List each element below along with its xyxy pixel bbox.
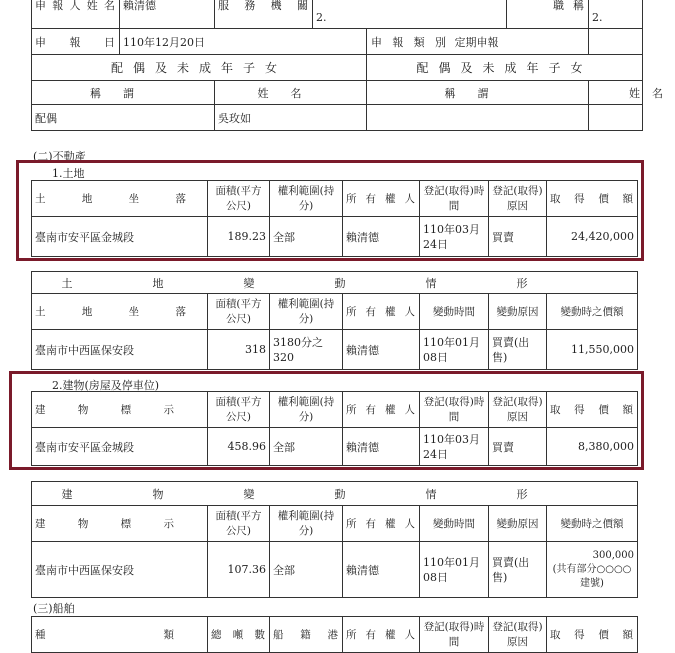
- type-value: 定期申報: [454, 35, 499, 49]
- ship-header-reg-reason: 登記(取得)原因: [489, 617, 547, 653]
- declarant-table: [31, 0, 675, 131]
- building-header-owner: 所有權人: [343, 392, 420, 428]
- land-reg-time: 110年03月24日: [420, 217, 489, 257]
- building-change-reason: 買賣(出售): [489, 542, 547, 598]
- land-owner: 賴清德: [343, 217, 420, 257]
- building-heading: 2.建物(房屋及停車位): [52, 379, 160, 392]
- land-change-title: 土地變動情形: [32, 272, 638, 294]
- building-change-header-time: 變動時間: [420, 506, 489, 542]
- land-change-rights: 3180分之320: [270, 330, 343, 370]
- relation-value: 配偶: [32, 105, 215, 131]
- building-owner: 賴清德: [343, 428, 420, 466]
- land-heading: 1.土地: [52, 167, 85, 180]
- land-change-area: 318: [208, 330, 270, 370]
- building-reg-time: 110年03月24日: [420, 428, 489, 466]
- land-header-location: 土地坐落: [32, 181, 208, 217]
- building-header-reg-reason: 登記(取得)原因: [489, 392, 547, 428]
- declarant-name: 賴清德: [120, 0, 215, 29]
- type-label: 申報類別: [371, 35, 447, 49]
- real-estate-heading: (二)不動產: [33, 150, 86, 163]
- building-change-header-rights: 權利範圍(持分): [270, 506, 343, 542]
- building-header-reg-time: 登記(取得)時間: [420, 392, 489, 428]
- building-change-header-label: 建物標示: [32, 506, 208, 542]
- building-change-header-area: 面積(平方公尺): [208, 506, 270, 542]
- land-change-reason: 買賣(出售): [489, 330, 547, 370]
- building-change-rights: 全部: [270, 542, 343, 598]
- date-label: 申報日: [32, 29, 120, 55]
- building-change-header-owner: 所有權人: [343, 506, 420, 542]
- land-header-rights: 權利範圍(持分): [270, 181, 343, 217]
- land-change-header-area: 面積(平方公尺): [208, 294, 270, 330]
- declarant-label: 申報人姓名: [32, 0, 120, 29]
- land-reg-reason: 買賣: [489, 217, 547, 257]
- building-area: 458.96: [208, 428, 270, 466]
- building-header-area: 面積(平方公尺): [208, 392, 270, 428]
- ship-header-port: 船籍港: [270, 617, 343, 653]
- ship-table: [31, 616, 638, 653]
- ship-header-reg-time: 登記(取得)時間: [420, 617, 489, 653]
- ship-header-price: 取得價額: [547, 617, 638, 653]
- agency-label: 服務機關: [215, 0, 313, 29]
- land-price: 24,420,000: [547, 217, 638, 257]
- land-change-owner: 賴清德: [343, 330, 420, 370]
- relation-label-left: 稱謂: [32, 81, 215, 105]
- table-row: [32, 330, 638, 370]
- land-change-location: 臺南市中西區保安段: [32, 330, 208, 370]
- building-change-area: 107.36: [208, 542, 270, 598]
- land-header-area: 面積(平方公尺): [208, 181, 270, 217]
- building-label: 臺南市安平區金城段: [32, 428, 208, 466]
- position-label: 職稱: [507, 0, 589, 29]
- land-area: 189.23: [208, 217, 270, 257]
- building-price: 8,380,000: [547, 428, 638, 466]
- building-change-header-price: 變動時之價額: [547, 506, 638, 542]
- land-change-header-price: 變動時之價額: [547, 294, 638, 330]
- land-header-reg-reason: 登記(取得)原因: [489, 181, 547, 217]
- building-table: [31, 391, 638, 466]
- land-change-header-owner: 所有權人: [343, 294, 420, 330]
- ship-header-owner: 所有權人: [343, 617, 420, 653]
- land-change-table: [31, 271, 638, 370]
- building-header-rights: 權利範圍(持分): [270, 392, 343, 428]
- name-label-left: 姓名: [215, 81, 367, 105]
- relation-label-right: 稱謂: [367, 81, 589, 105]
- position-value: 2.: [589, 0, 643, 29]
- land-change-time: 110年01月08日: [420, 330, 489, 370]
- land-header-price: 取得價額: [547, 181, 638, 217]
- table-row: [32, 217, 638, 257]
- building-change-table: [31, 481, 638, 598]
- name-label-right: 姓名: [589, 81, 643, 105]
- spouse-name: 吳玫如: [215, 105, 367, 131]
- land-location: 臺南市安平區金城段: [32, 217, 208, 257]
- table-row: [32, 428, 638, 466]
- building-change-owner: 賴清德: [343, 542, 420, 598]
- ship-header-type: 種類: [32, 617, 208, 653]
- agency-value: 2.: [313, 0, 507, 29]
- land-rights: 全部: [270, 217, 343, 257]
- land-header-reg-time: 登記(取得)時間: [420, 181, 489, 217]
- building-change-title: 建物變動情形: [32, 482, 638, 506]
- land-change-header-time: 變動時間: [420, 294, 489, 330]
- building-rights: 全部: [270, 428, 343, 466]
- family-title-right: 配偶及未成年子女: [367, 55, 643, 81]
- table-row: [32, 542, 638, 598]
- land-change-header-reason: 變動原因: [489, 294, 547, 330]
- building-change-price: 300,000: [592, 549, 634, 561]
- land-change-header-rights: 權利範圍(持分): [270, 294, 343, 330]
- building-reg-reason: 買賣: [489, 428, 547, 466]
- ship-header-tonnage: 總噸數: [208, 617, 270, 653]
- ship-heading: (三)船舶: [33, 602, 75, 615]
- building-header-label: 建物標示: [32, 392, 208, 428]
- building-change-header-reason: 變動原因: [489, 506, 547, 542]
- building-change-note: (共有部分○○○○建號): [552, 563, 632, 589]
- land-table: [31, 180, 638, 257]
- family-title-left: 配偶及未成年子女: [32, 55, 367, 81]
- land-header-owner: 所有權人: [343, 181, 420, 217]
- building-header-price: 取得價額: [547, 392, 638, 428]
- land-change-price: 11,550,000: [547, 330, 638, 370]
- building-change-label: 臺南市中西區保安段: [32, 542, 208, 598]
- land-change-header-location: 土地坐落: [32, 294, 208, 330]
- building-change-time: 110年01月08日: [420, 542, 489, 598]
- date-value: 110年12月20日: [120, 29, 367, 55]
